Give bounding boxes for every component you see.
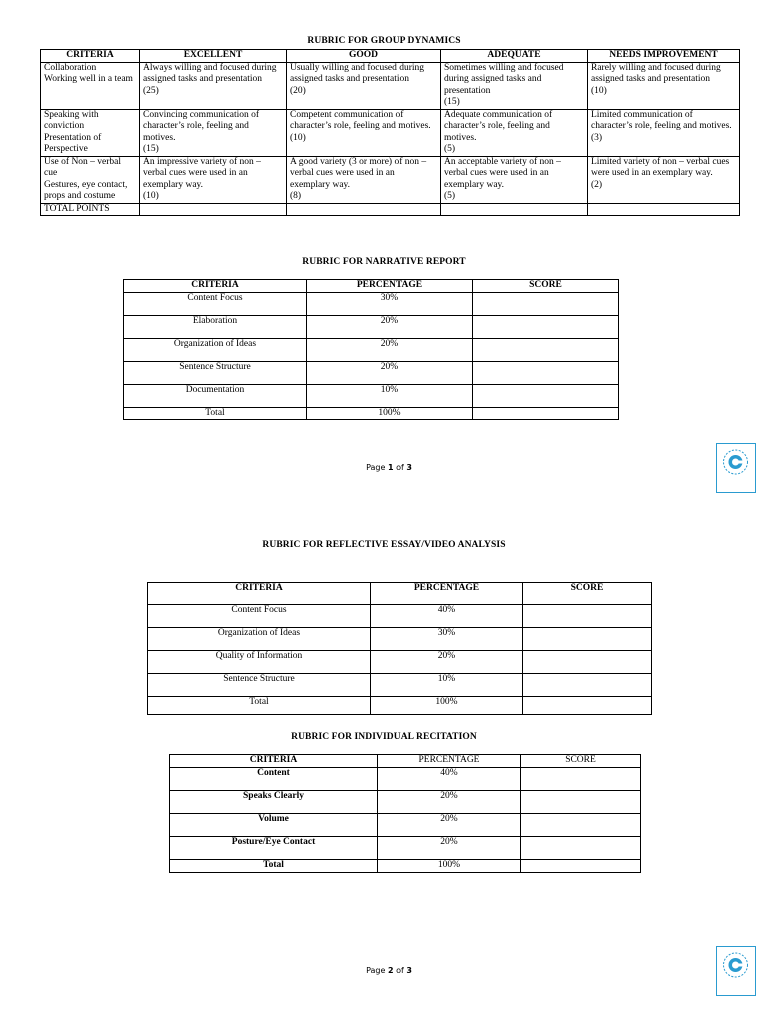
criteria-cell: Posture/Eye Contact — [170, 837, 378, 860]
narrative-report-title: RUBRIC FOR NARRATIVE REPORT — [302, 257, 466, 267]
score-cell — [521, 860, 641, 873]
table-row — [148, 651, 652, 674]
score-cell — [521, 791, 641, 814]
group-dynamics-table — [40, 49, 740, 216]
column-header: CRITERIA — [148, 583, 371, 605]
score-cell — [473, 338, 619, 361]
column-header: CRITERIA — [170, 755, 378, 768]
table-row — [41, 203, 740, 216]
criteria-cell: Use of Non – verbal cue Gestures, eye contact, props and costume — [41, 156, 140, 203]
table-row — [170, 860, 641, 873]
percentage-cell: 10% — [307, 384, 473, 407]
criteria-cell: Speaking with conviction Presentation of Perspective — [41, 109, 140, 156]
narrative-report-table — [123, 279, 619, 420]
criteria-cell: Organization of Ideas — [124, 338, 307, 361]
rating-cell — [588, 203, 740, 216]
criteria-cell: Collaboration Working well in a team — [41, 62, 140, 109]
column-header: NEEDS IMPROVEMENT — [588, 50, 740, 63]
table-row — [148, 628, 652, 651]
criteria-cell: Speaks Clearly — [170, 791, 378, 814]
score-cell — [521, 837, 641, 860]
percentage-cell: 100% — [378, 860, 521, 873]
percentage-cell: 40% — [371, 605, 523, 628]
criteria-cell: Sentence Structure — [124, 361, 307, 384]
score-cell — [473, 384, 619, 407]
column-header: PERCENTAGE — [307, 280, 473, 293]
criteria-cell: Elaboration — [124, 315, 307, 338]
table-row — [124, 407, 619, 420]
score-cell — [521, 768, 641, 791]
rating-cell — [441, 203, 588, 216]
column-header: PERCENTAGE — [378, 755, 521, 768]
rating-cell: A good variety (3 or more) of non – verbal cues were used in an exemplary way. (8) — [287, 156, 441, 203]
score-cell — [473, 361, 619, 384]
rating-cell — [140, 203, 287, 216]
percentage-cell: 10% — [371, 674, 523, 697]
rating-cell: An impressive variety of non – verbal cues were used in an exemplary way. (10) — [140, 156, 287, 203]
table-row — [148, 697, 652, 715]
score-cell — [523, 628, 652, 651]
score-cell — [473, 292, 619, 315]
rating-cell: Competent communication of character’s role, feeling and motives. (10) — [287, 109, 441, 156]
percentage-cell: 20% — [371, 651, 523, 674]
table-row — [124, 292, 619, 315]
individual-recitation-table — [169, 754, 641, 873]
table-row — [170, 814, 641, 837]
column-header: CRITERIA — [124, 280, 307, 293]
column-header: EXCELLENT — [140, 50, 287, 63]
percentage-cell: 20% — [378, 837, 521, 860]
column-header: PERCENTAGE — [371, 583, 523, 605]
rating-cell — [287, 203, 441, 216]
table-row — [170, 791, 641, 814]
criteria-cell: Sentence Structure — [148, 674, 371, 697]
column-header: SCORE — [521, 755, 641, 768]
group-dynamics-title: RUBRIC FOR GROUP DYNAMICS — [307, 36, 461, 46]
score-cell — [523, 697, 652, 715]
reflective-essay-table — [147, 582, 652, 715]
column-header: ADEQUATE — [441, 50, 588, 63]
percentage-cell: 100% — [371, 697, 523, 715]
reflective-essay-title: RUBRIC FOR REFLECTIVE ESSAY/VIDEO ANALYSIS — [262, 540, 506, 550]
rating-cell: Usually willing and focused during assigned tasks and presentation (20) — [287, 62, 441, 109]
percentage-cell: 30% — [307, 292, 473, 315]
table-row — [41, 156, 740, 203]
socotec-logo — [716, 443, 756, 493]
percentage-cell: 20% — [378, 814, 521, 837]
socotec-logo — [716, 946, 756, 996]
percentage-cell: 20% — [307, 361, 473, 384]
score-cell — [523, 605, 652, 628]
table-row — [148, 674, 652, 697]
rating-cell: Convincing communication of character’s role, feeling and motives. (15) — [140, 109, 287, 156]
criteria-cell: Total — [148, 697, 371, 715]
score-cell — [523, 651, 652, 674]
column-header: CRITERIA — [41, 50, 140, 63]
score-cell — [473, 407, 619, 420]
rating-cell: Limited variety of non – verbal cues were used in an exemplary way. (2) — [588, 156, 740, 203]
criteria-cell: Content — [170, 768, 378, 791]
score-cell — [521, 814, 641, 837]
column-header: GOOD — [287, 50, 441, 63]
percentage-cell: 40% — [378, 768, 521, 791]
table-row — [41, 62, 740, 109]
score-cell — [523, 674, 652, 697]
table-row — [124, 361, 619, 384]
table-row — [148, 605, 652, 628]
page-2-footer: Page 2 of 3 — [366, 966, 412, 975]
table-row — [41, 109, 740, 156]
individual-recitation-title: RUBRIC FOR INDIVIDUAL RECITATION — [291, 732, 477, 742]
table-row — [170, 768, 641, 791]
percentage-cell: 30% — [371, 628, 523, 651]
rating-cell: Always willing and focused during assigned tasks and presentation (25) — [140, 62, 287, 109]
criteria-cell: Total — [170, 860, 378, 873]
table-row — [170, 837, 641, 860]
percentage-cell: 20% — [307, 338, 473, 361]
rating-cell: Rarely willing and focused during assigned tasks and presentation (10) — [588, 62, 740, 109]
criteria-cell: Content Focus — [124, 292, 307, 315]
percentage-cell: 100% — [307, 407, 473, 420]
score-cell — [473, 315, 619, 338]
table-row — [124, 315, 619, 338]
percentage-cell: 20% — [307, 315, 473, 338]
rating-cell: Adequate communication of character’s role, feeling and motives. (5) — [441, 109, 588, 156]
criteria-cell: Total — [124, 407, 307, 420]
rating-cell: An acceptable variety of non – verbal cues were used in an exemplary way. (5) — [441, 156, 588, 203]
rating-cell: Sometimes willing and focused during assigned tasks and presentation (15) — [441, 62, 588, 109]
column-header: SCORE — [523, 583, 652, 605]
criteria-cell: TOTAL POINTS — [41, 203, 140, 216]
table-row — [124, 384, 619, 407]
criteria-cell: Volume — [170, 814, 378, 837]
percentage-cell: 20% — [378, 791, 521, 814]
column-header: SCORE — [473, 280, 619, 293]
criteria-cell: Organization of Ideas — [148, 628, 371, 651]
criteria-cell: Content Focus — [148, 605, 371, 628]
rating-cell: Limited communication of character’s role, feeling and motives. (3) — [588, 109, 740, 156]
page-1-footer: Page 1 of 3 — [366, 463, 412, 472]
table-row — [124, 338, 619, 361]
criteria-cell: Quality of Information — [148, 651, 371, 674]
criteria-cell: Documentation — [124, 384, 307, 407]
